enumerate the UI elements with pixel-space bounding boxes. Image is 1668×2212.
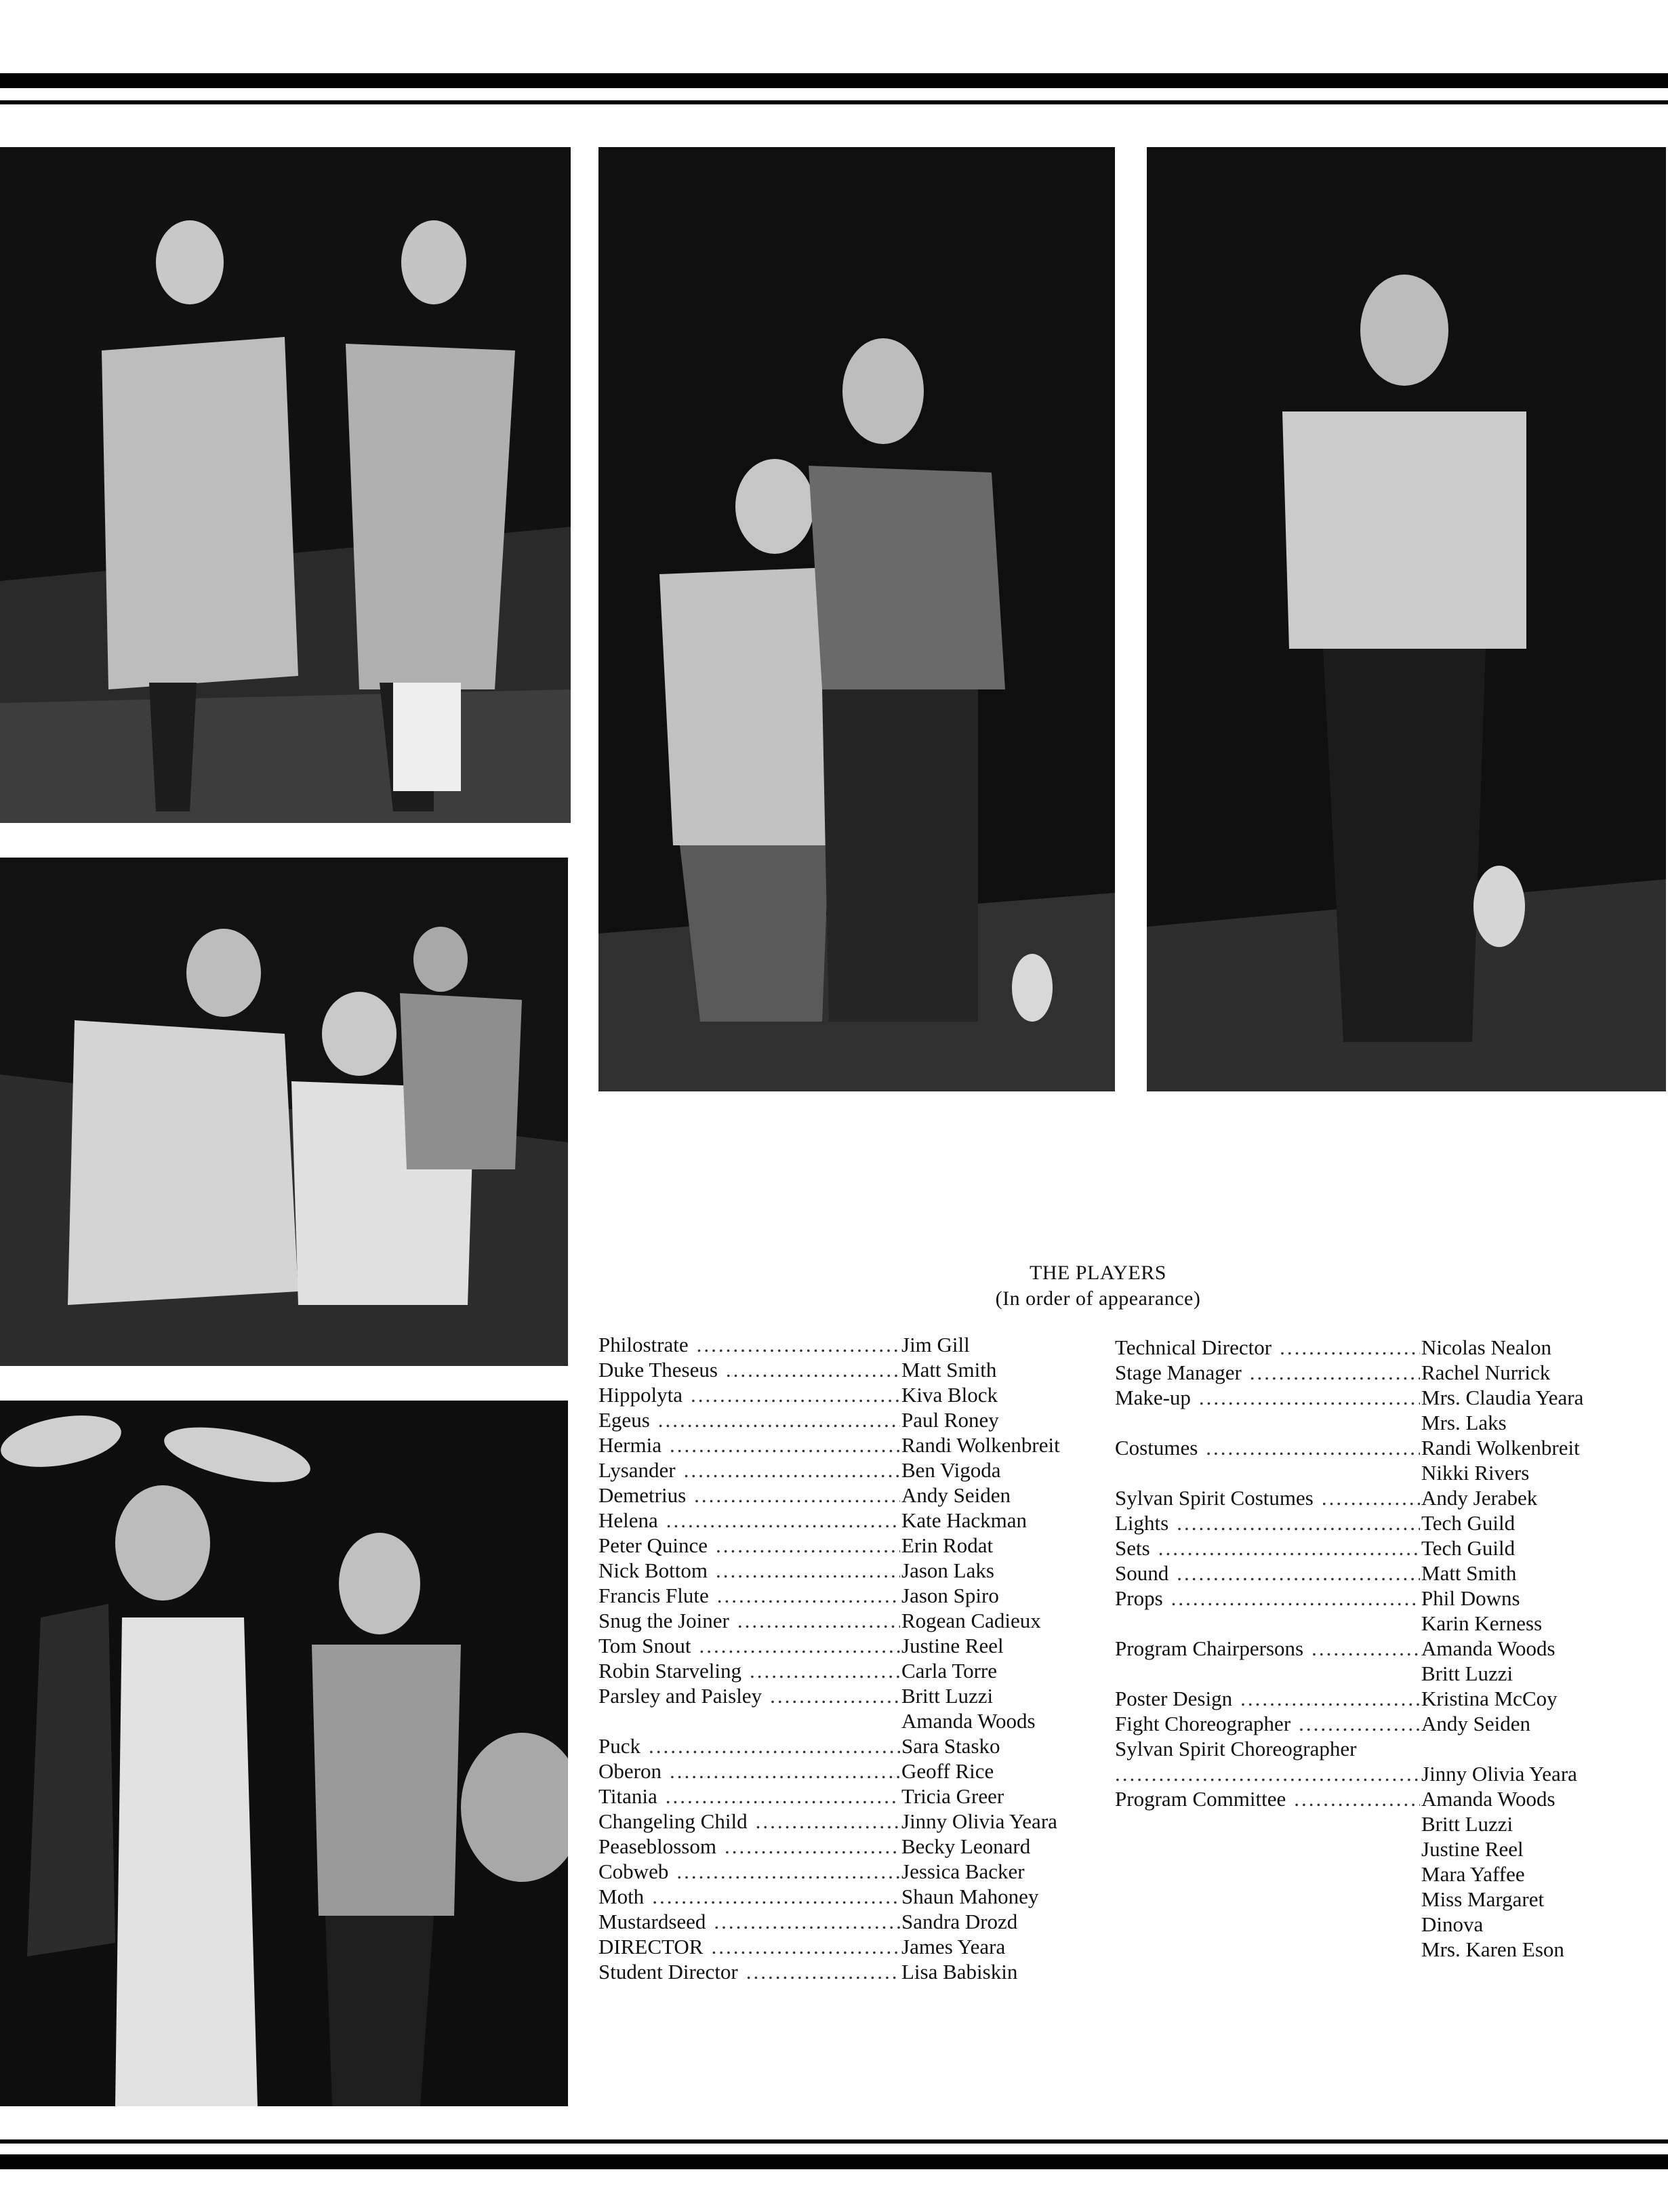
crew-credit-row [1115, 1711, 1630, 1736]
cast-name: Britt Luzzi [901, 1684, 994, 1708]
cast-name: Shaun Mahoney [901, 1885, 1039, 1908]
crew-credit-row [1115, 1786, 1630, 1811]
crew-credit-row [1115, 1636, 1630, 1661]
crew-credit-row [1115, 1385, 1630, 1410]
crew-credit-row [1115, 1937, 1630, 1962]
crew-credit-row [1115, 1335, 1630, 1360]
dot-leader [703, 1934, 900, 1959]
cast-credit-row [598, 1508, 1114, 1533]
cast-name: James Yeara [901, 1935, 1006, 1958]
cast-credit-row [598, 1884, 1114, 1909]
cast-credit-row [598, 1633, 1114, 1658]
crew-credit-row [1115, 1611, 1630, 1636]
cast-credit-row [598, 1332, 1114, 1357]
dot-leader [1290, 1711, 1420, 1736]
cast-role: Cobweb [598, 1859, 669, 1883]
dot-leader [644, 1884, 900, 1909]
cast-role: Demetrius [598, 1483, 687, 1507]
crew-credit-row [1115, 1561, 1630, 1586]
dot-leader [706, 1909, 900, 1934]
crew-name: Britt Luzzi [1421, 1662, 1513, 1685]
dot-leader [1198, 1435, 1420, 1460]
cast-role: DIRECTOR [598, 1935, 704, 1958]
cast-role: Moth [598, 1885, 645, 1908]
dot-leader [729, 1608, 900, 1633]
crew-credit-row [1115, 1661, 1630, 1686]
dot-leader [762, 1683, 900, 1708]
stage-photo-puck-performer [1147, 147, 1666, 1091]
crew-list [1115, 1335, 1630, 1962]
crew-credit-row [1115, 1811, 1630, 1836]
crew-role: Poster Design [1115, 1687, 1233, 1710]
cast-name: Randi Wolkenbreit [901, 1433, 1060, 1457]
cast-role: Robin Starveling [598, 1659, 741, 1683]
cast-credit-row [598, 1959, 1114, 1984]
cast-credit-row [598, 1457, 1114, 1483]
cast-role: Francis Flute [598, 1584, 709, 1607]
crew-name: Nikki Rivers [1421, 1461, 1530, 1485]
cast-name: Lisa Babiskin [901, 1960, 1018, 1984]
dot-leader [709, 1583, 900, 1608]
crew-name: Mara Yaffee [1421, 1862, 1525, 1886]
crew-name: Miss Margaret [1421, 1887, 1545, 1911]
cast-name: Jinny Olivia Yeara [901, 1809, 1057, 1833]
cast-credit-row [598, 1809, 1114, 1834]
cast-credit-row [598, 1583, 1114, 1608]
cast-name: Matt Smith [901, 1358, 997, 1382]
crew-name: Nicolas Nealon [1421, 1335, 1551, 1359]
stage-photo-two-performers-reading [0, 147, 571, 823]
bottom-border-thick [0, 2154, 1668, 2169]
dot-leader [662, 1432, 900, 1457]
dot-leader [1168, 1561, 1420, 1586]
crew-credit-row [1115, 1586, 1630, 1611]
dot-leader [748, 1809, 900, 1834]
cast-role: Parsley and Paisley [598, 1684, 762, 1708]
crew-name: Karin Kerness [1421, 1611, 1543, 1635]
crew-credit-row [1115, 1510, 1630, 1535]
crew-credit-row [1115, 1360, 1630, 1385]
crew-credit-row [1115, 1836, 1630, 1862]
dot-leader [676, 1457, 900, 1483]
crew-name: Amanda Woods [1421, 1787, 1555, 1811]
cast-name: Kiva Block [901, 1383, 998, 1407]
cast-name: Erin Rodat [901, 1533, 994, 1557]
crew-role: Costumes [1115, 1436, 1198, 1460]
crew-name: Matt Smith [1421, 1561, 1517, 1585]
dot-leader [657, 1784, 900, 1809]
page-mark [1602, 2157, 1605, 2161]
dot-leader [708, 1558, 900, 1583]
crew-name: Dinova [1421, 1912, 1484, 1936]
crew-role: Sets [1115, 1536, 1150, 1560]
cast-credit-row [598, 1558, 1114, 1583]
dot-leader [1303, 1636, 1420, 1661]
cast-role: Titania [598, 1784, 657, 1808]
cast-credit-row [598, 1859, 1114, 1884]
cast-name: Kate Hackman [901, 1508, 1028, 1532]
cast-name: Geoff Rice [901, 1759, 994, 1783]
dot-leader [1286, 1786, 1420, 1811]
dot-leader [1150, 1535, 1420, 1561]
crew-name: Mrs. Karen Eson [1421, 1937, 1564, 1961]
top-border-thin [0, 100, 1668, 104]
cast-name: Jason Spiro [901, 1584, 999, 1607]
cast-name: Becky Leonard [901, 1834, 1031, 1858]
cast-role: Lysander [598, 1458, 676, 1482]
stage-photo-kneeling-couple [0, 858, 568, 1366]
cast-role: Nick Bottom [598, 1559, 708, 1582]
dot-leader [668, 1859, 900, 1884]
cast-role: Helena [598, 1508, 658, 1532]
cast-credit-row [598, 1382, 1114, 1407]
cast-name: Tricia Greer [901, 1784, 1004, 1808]
cast-name: Carla Torre [901, 1659, 997, 1683]
dot-leader [662, 1758, 900, 1784]
cast-credit-row [598, 1708, 1114, 1733]
crew-role: Sylvan Spirit Costumes [1115, 1486, 1314, 1510]
cast-role: Oberon [598, 1759, 662, 1783]
crew-credit-row [1115, 1686, 1630, 1711]
crew-role: Sylvan Spirit Choreographer [1115, 1737, 1357, 1761]
cast-role: Peter Quince [598, 1533, 708, 1557]
top-border-thick [0, 73, 1668, 88]
crew-name: Amanda Woods [1421, 1636, 1555, 1660]
bottom-border-thin [0, 2139, 1668, 2144]
crew-role: Program Committee [1115, 1787, 1286, 1811]
crew-name: Phil Downs [1421, 1586, 1520, 1610]
crew-role-row [1115, 1736, 1630, 1761]
crew-role: Sound [1115, 1561, 1169, 1585]
cast-credit-row [598, 1733, 1114, 1758]
crew-credit-row [1115, 1460, 1630, 1485]
stage-photo-bottom-donkey-costume [0, 1401, 568, 2106]
cast-role: Philostrate [598, 1333, 689, 1356]
cast-name: Andy Seiden [901, 1483, 1011, 1507]
crew-name: Mrs. Laks [1421, 1411, 1507, 1434]
cast-role: Duke Theseus [598, 1358, 718, 1382]
cast-role: Tom Snout [598, 1634, 691, 1657]
dot-leader [683, 1382, 900, 1407]
crew-credit-row [1115, 1435, 1630, 1460]
cast-credit-row [598, 1834, 1114, 1859]
crew-name: Mrs. Claudia Yeara [1421, 1386, 1584, 1409]
cast-role: Puck [598, 1734, 640, 1758]
crew-role: Props [1115, 1586, 1163, 1610]
dot-leader [718, 1357, 900, 1382]
dot-leader [1272, 1335, 1420, 1360]
cast-name: Ben Vigoda [901, 1458, 1001, 1482]
crew-credit-row [1115, 1862, 1630, 1887]
cast-role: Peaseblossom [598, 1834, 716, 1858]
cast-role: Egeus [598, 1408, 650, 1432]
players-subtitle: (In order of appearance) [995, 1287, 1201, 1310]
crew-name: Kristina McCoy [1421, 1687, 1558, 1710]
cast-credit-row [598, 1432, 1114, 1457]
cast-name: Sandra Drozd [901, 1910, 1018, 1933]
stage-photo-couple-talking [598, 147, 1115, 1091]
crew-credit-row [1115, 1485, 1630, 1510]
cast-credit-row [598, 1784, 1114, 1809]
dot-leader [658, 1508, 900, 1533]
crew-credit-row [1115, 1410, 1630, 1435]
dot-leader [1168, 1510, 1420, 1535]
crew-role: Technical Director [1115, 1335, 1272, 1359]
cast-name: Jessica Backer [901, 1859, 1025, 1883]
dot-leader [741, 1658, 900, 1683]
crew-role: Stage Manager [1115, 1361, 1242, 1384]
crew-name: Tech Guild [1421, 1511, 1516, 1535]
crew-credit-row [1115, 1887, 1630, 1912]
cast-credit-row [598, 1909, 1114, 1934]
crew-role: Program Chairpersons [1115, 1636, 1304, 1660]
crew-name: Rachel Nurrick [1421, 1361, 1551, 1384]
cast-role: Hippolyta [598, 1383, 683, 1407]
cast-role: Student Director [598, 1960, 738, 1984]
dot-leader [1191, 1385, 1420, 1410]
crew-role: Lights [1115, 1511, 1169, 1535]
crew-credit-row [1115, 1535, 1630, 1561]
cast-credit-row [598, 1758, 1114, 1784]
dot-leader [640, 1733, 900, 1758]
dot-leader [1242, 1360, 1420, 1385]
cast-role: Snug the Joiner [598, 1609, 729, 1632]
cast-name: Amanda Woods [901, 1709, 1036, 1733]
dot-leader [650, 1407, 900, 1432]
crew-name: Justine Reel [1421, 1837, 1524, 1861]
dot-leader [1314, 1485, 1420, 1510]
crew-credit-row [1115, 1912, 1630, 1937]
cast-credit-row [598, 1357, 1114, 1382]
crew-role: Fight Choreographer [1115, 1712, 1291, 1735]
cast-role: Hermia [598, 1433, 662, 1457]
dot-leader [686, 1483, 900, 1508]
crew-credit-row [1115, 1761, 1630, 1786]
cast-name: Jim Gill [901, 1333, 970, 1356]
cast-credit-row [598, 1658, 1114, 1683]
cast-name: Paul Roney [901, 1408, 999, 1432]
cast-name: Justine Reel [901, 1634, 1004, 1657]
players-heading [854, 1260, 1342, 1312]
cast-credit-row [598, 1934, 1114, 1959]
dot-leader [1163, 1586, 1420, 1611]
dot-leader [738, 1959, 900, 1984]
players-title: THE PLAYERS [1030, 1262, 1166, 1284]
cast-credit-row [598, 1483, 1114, 1508]
cast-name: Rogean Cadieux [901, 1609, 1041, 1632]
crew-name: Andy Jerabek [1421, 1486, 1538, 1510]
cast-credit-row [598, 1683, 1114, 1708]
cast-credit-row [598, 1407, 1114, 1432]
cast-role: Changeling Child [598, 1809, 748, 1833]
cast-name: Jason Laks [901, 1559, 994, 1582]
cast-credit-row [598, 1533, 1114, 1558]
cast-role: Mustardseed [598, 1910, 706, 1933]
crew-role: Make-up [1115, 1386, 1191, 1409]
crew-name: Tech Guild [1421, 1536, 1516, 1560]
dot-leader [691, 1633, 901, 1658]
dot-leader [1232, 1686, 1420, 1711]
crew-name: Britt Luzzi [1421, 1812, 1513, 1836]
dot-leader [716, 1834, 900, 1859]
dot-leader [708, 1533, 900, 1558]
crew-name: Randi Wolkenbreit [1421, 1436, 1580, 1460]
crew-name: Jinny Olivia Yeara [1421, 1762, 1577, 1786]
crew-name: Andy Seiden [1421, 1712, 1531, 1735]
dot-leader [689, 1332, 900, 1357]
cast-list [598, 1332, 1114, 1984]
cast-credit-row [598, 1608, 1114, 1633]
cast-name: Sara Stasko [901, 1734, 1000, 1758]
